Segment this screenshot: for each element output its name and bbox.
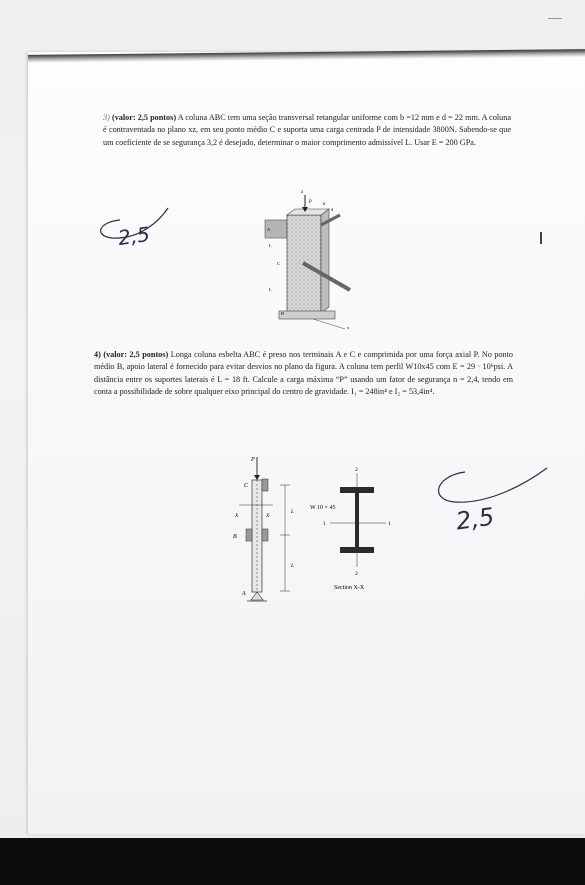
label-l-bottom: L [291,563,295,569]
label-l1: L [269,243,272,248]
label-l2: L [269,287,272,292]
base-plate [279,311,335,319]
column-figure-side [225,455,305,605]
label-a: A [267,227,271,232]
section-xx-figure [310,465,400,595]
label-c: C [244,483,249,489]
label-b: b [323,201,326,206]
handwritten-grade-1: 2,5 [116,221,152,251]
label-x: x [347,325,350,330]
background-mark [548,18,562,19]
label-z: z [301,190,304,195]
label-profile: W 10 × 45 [310,505,336,511]
exam-sheet [28,52,585,834]
top-support [262,479,268,491]
label-l-top: L [291,509,295,515]
label-c: C [277,261,281,266]
label-load: P [251,457,255,463]
section-caption: Section X-X [334,585,365,591]
question-3 [103,112,511,149]
question-4-header: 4) (valor: 2,5 pontos) [94,350,169,359]
question-3-header: (valor: 2,5 pontos) [111,113,177,122]
mid-support [246,529,252,541]
question-3-number: 3) [103,113,110,122]
label-load: P [309,200,312,205]
label-axis-2-bottom: 2 [355,571,358,577]
label-axis-1-right: 1 [388,521,391,527]
pin-support [251,592,263,600]
label-a: A [242,591,246,597]
label-b: B [233,534,237,540]
flange-bottom [340,547,374,553]
web [355,493,359,547]
dark-table-edge [0,838,585,885]
mid-support-right [262,529,268,541]
label-x-right: X [266,513,270,519]
column-figure-3d [255,190,365,335]
label-x-left: X [235,513,239,519]
question-4-body: Longa coluna esbelta ABC é preso nos terminais A e C e comprimida por uma força axial P. No ponto médio B, apoio lateral é fornecido para evitar desvios no plano da figura. A coluna tem perfil W10x45 com E = 29 · 10⁶psi. A distância entre os suportes laterais é L = 18 ft. Calcule a carga máxima “P” usando um fator de segurança n = 2,4, tendo em conta a possibilidade de sobre qualquer eixo principal do centro de gravidade. I₁ = 248in⁴ e I₂ = 53,4in⁴. [94,350,514,397]
load-arrow-head [254,475,260,480]
x-axis-line [313,319,345,329]
question-4 [94,349,513,399]
margin-mark [540,232,542,244]
handwritten-grade-2: 2,5 [454,502,496,536]
label-b-point: B [281,311,285,316]
question-3-body: A coluna ABC tem uma seção transversal retangular uniforme com b =12 mm e d = 22 mm. A coluna é contraventada no plano xz, em seu ponto médio C e suporta uma carga centrada P de intensidade 3800N. Sabendo-se que um coeficiente de se segurança 3,2 é desejado, determinar o maior comprimento admissível L. Usar E = 200 GPa. [103,113,512,147]
flange-top [340,487,374,493]
label-axis-2-top: 2 [355,467,358,473]
label-axis-1-left: 1 [323,521,326,527]
label-d: d [331,207,334,212]
